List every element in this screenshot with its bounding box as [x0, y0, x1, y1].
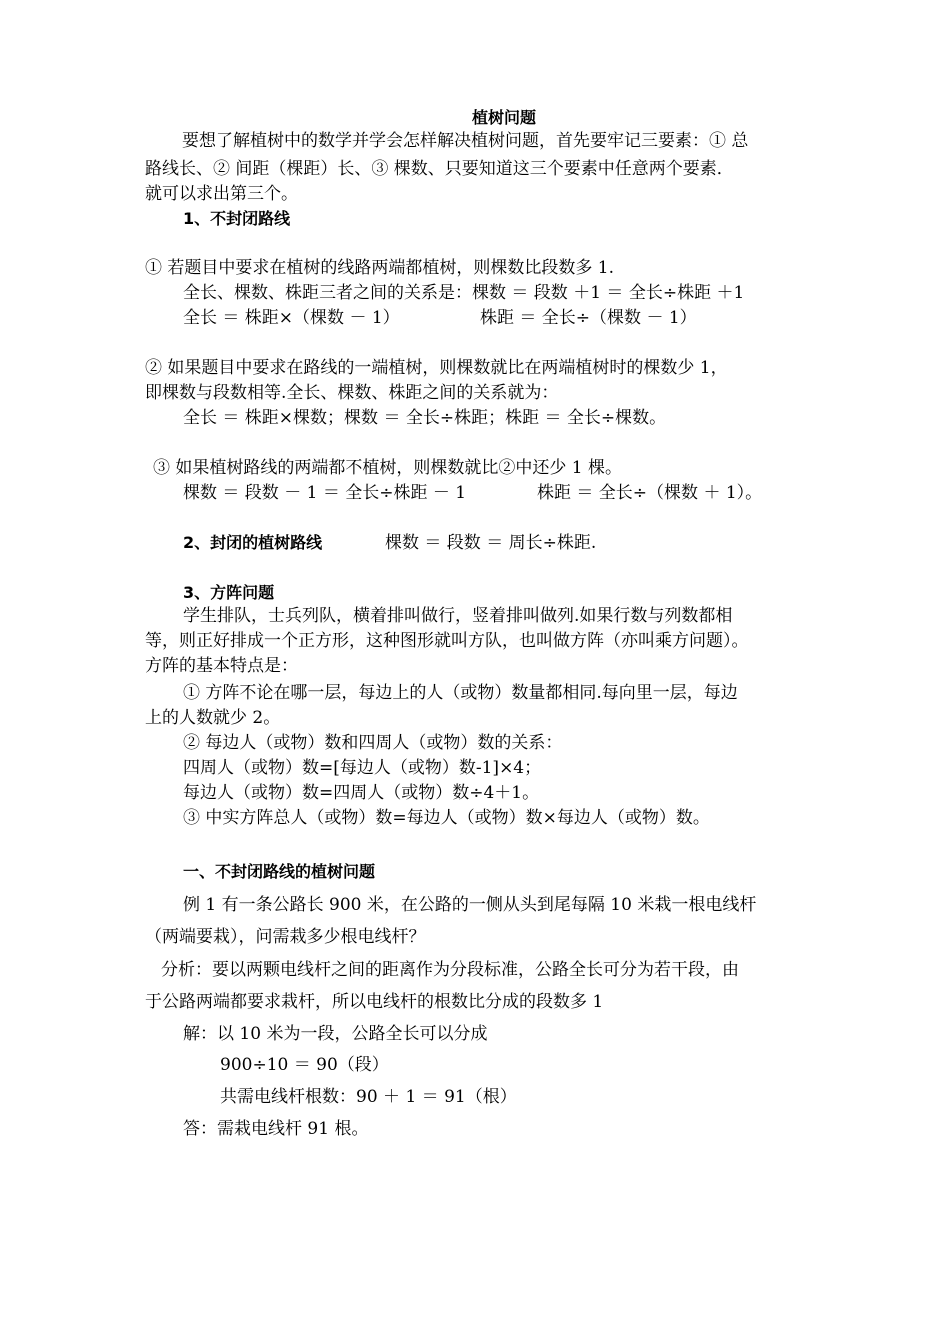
s3-line-5: 上的人数就少 2。: [145, 708, 281, 728]
s1-p3-formula-2: 株距 ＝ 全长÷（棵数 ＋ 1）。: [537, 483, 763, 503]
s1-p3: ③ 如果植树路线的两端都不植树，则棵数就比②中还少 1 棵。: [153, 458, 623, 478]
s3-line-3: 方阵的基本特点是：: [145, 656, 298, 676]
s3-line-2: 等，则正好排成一个正方形，这种图形就叫方队，也叫做方阵（亦叫乘方问题）。: [145, 631, 749, 651]
section-2-formula: 棵数 ＝ 段数 ＝ 周长÷株距.: [385, 533, 597, 553]
s3-line-1: 学生排队，士兵列队，横着排叫做行，竖着排叫做列.如果行数与列数都相: [183, 606, 733, 626]
example-calculation-2: 共需电线杆根数：90 ＋ 1 ＝ 91（根）: [220, 1087, 517, 1107]
example-answer: 答：需栽电线杆 91 根。: [183, 1119, 369, 1139]
example-calculation-1: 900÷10 ＝ 90（段）: [220, 1055, 389, 1075]
s3-line-6: ② 每边人（或物）数和四周人（或物）数的关系：: [183, 733, 563, 753]
s3-line-7: 四周人（或物）数=[每边人（或物）数-1]×4；: [183, 758, 542, 778]
s1-p2-line-2: 即棵数与段数相等.全长、棵数、株距之间的关系就为：: [145, 383, 559, 403]
section-1-heading: 1、不封闭路线: [183, 209, 291, 228]
intro-line-1: 要想了解植树中的数学并学会怎样解决植树问题，首先要牢记三要素：① 总: [182, 131, 749, 151]
s3-line-8: 每边人（或物）数=四周人（或物）数÷4＋1。: [183, 783, 540, 803]
section-2-heading: 2、封闭的植树路线: [183, 533, 323, 552]
s1-p3-formula-1: 棵数 ＝ 段数 － 1 ＝ 全长÷株距 － 1: [183, 483, 467, 503]
intro-line-2: 路线长、② 间距（棵距）长、③ 棵数、只要知道这三个要素中任意两个要素．: [145, 159, 734, 179]
example-analysis-line-2: 于公路两端都要求栽杆，所以电线杆的根数比分成的段数多 1: [145, 992, 604, 1012]
example-solution-line: 解：以 10 米为一段，公路全长可以分成: [183, 1024, 488, 1044]
s3-line-9: ③ 中实方阵总人（或物）数=每边人（或物）数×每边人（或物）数。: [183, 808, 710, 828]
example-question-line-1: 例 1 有一条公路长 900 米，在公路的一侧从头到尾每隔 10 米栽一根电线杆: [183, 895, 757, 915]
section-3-heading: 3、方阵问题: [183, 583, 275, 602]
s1-p1-relation: 全长、棵数、株距三者之间的关系是：棵数 ＝ 段数 ＋1 ＝ 全长÷株距 ＋1: [183, 283, 745, 303]
s1-p1-formula-2: 株距 ＝ 全长÷（棵数 － 1）: [480, 308, 697, 328]
s3-line-4: ① 方阵不论在哪一层，每边上的人（或物）数量都相同.每向里一层，每边: [183, 683, 738, 703]
s1-p1: ① 若题目中要求在植树的线路两端都植树，则棵数比段数多 1.: [145, 258, 615, 278]
example-analysis-line-1: 分析：要以两颗电线杆之间的距离作为分段标准，公路全长可分为若干段，由: [161, 960, 739, 980]
document-title: 植树问题: [472, 108, 537, 127]
s1-p2-line-1: ② 如果题目中要求在路线的一端植树，则棵数就比在两端植树时的棵数少 1，: [145, 358, 728, 378]
example-section-heading: 一、不封闭路线的植树问题: [183, 862, 376, 881]
intro-line-3: 就可以求出第三个。: [145, 184, 298, 204]
example-question-line-2: （两端要栽），问需栽多少根电线杆？: [145, 927, 426, 947]
s1-p1-formula-1: 全长 ＝ 株距×（棵数 － 1）: [183, 308, 400, 328]
s1-p2-relation: 全长 ＝ 株距×棵数；棵数 ＝ 全长÷株距；株距 ＝ 全长÷棵数。: [183, 408, 667, 428]
